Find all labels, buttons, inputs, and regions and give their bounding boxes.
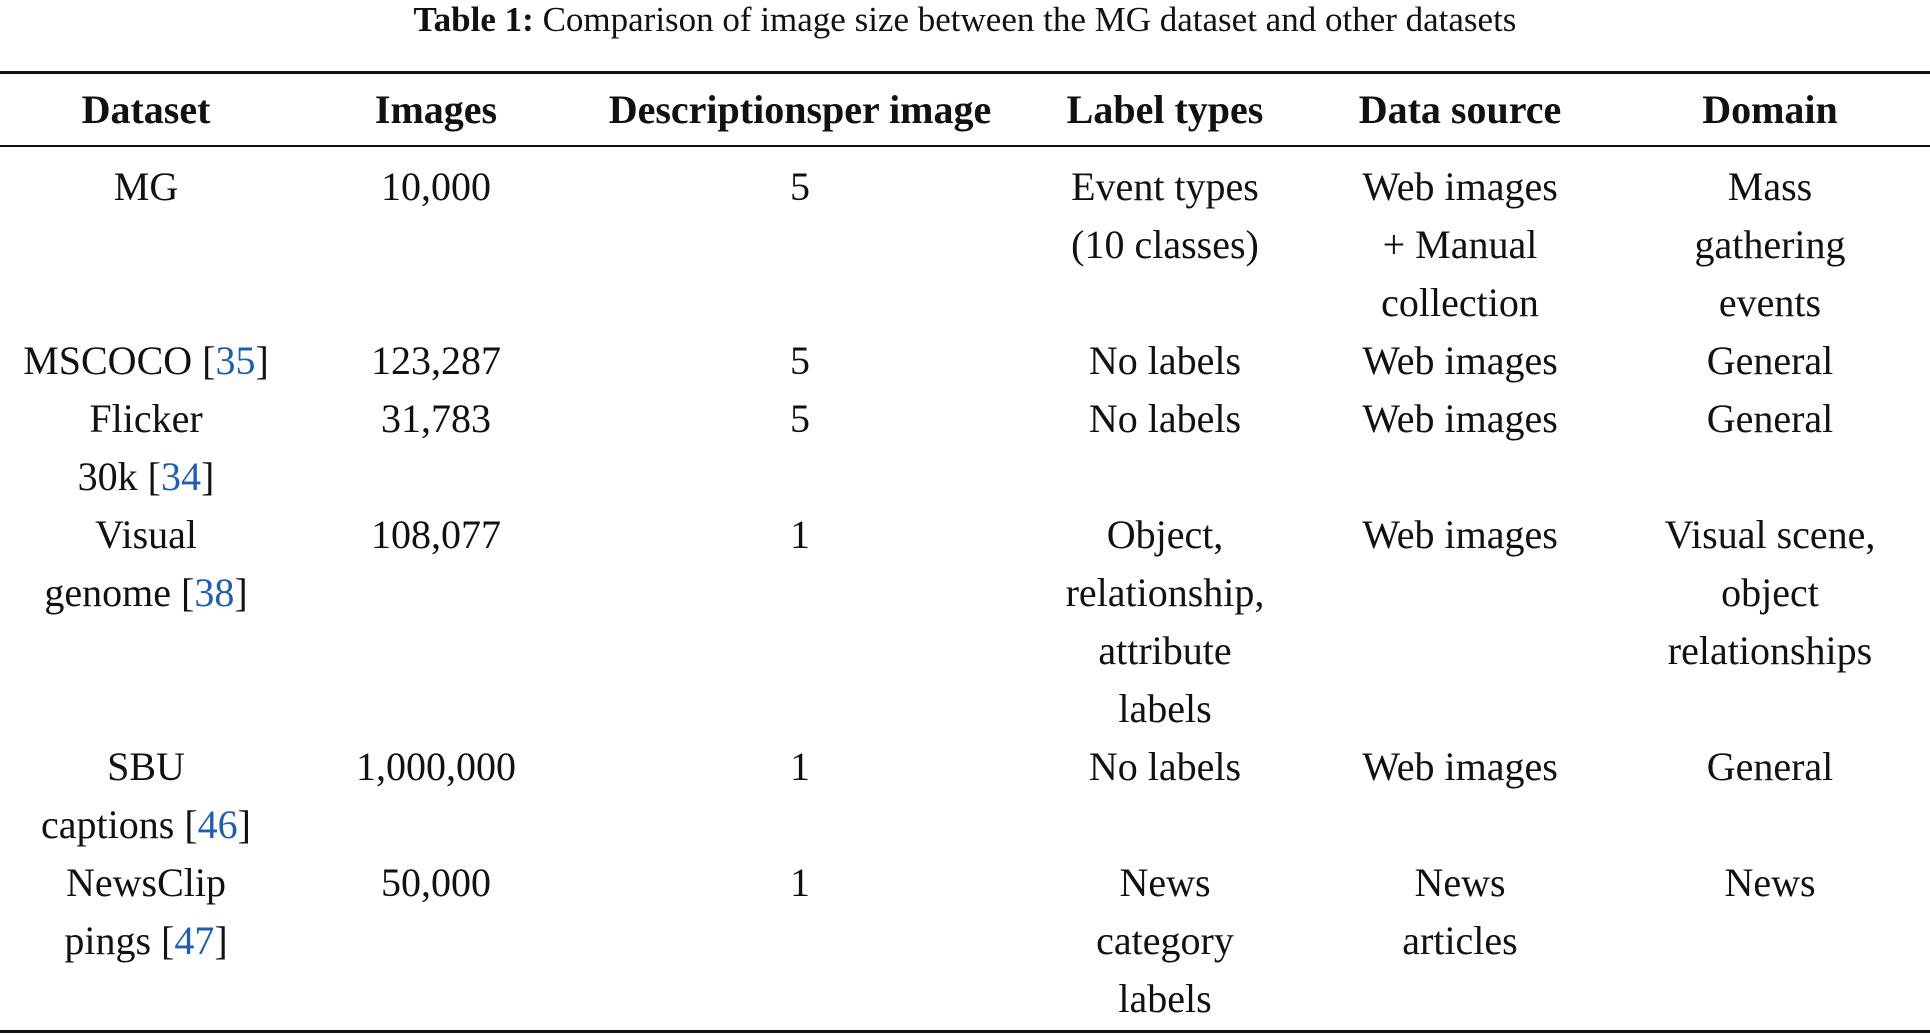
cell-line: [1614, 854, 1926, 912]
ref-bracket-close: ]: [201, 454, 215, 499]
cell-line: [1314, 390, 1606, 448]
ref-bracket-close: ]: [234, 570, 248, 615]
cell-line: [1314, 506, 1606, 564]
cell-data-source: [1310, 506, 1610, 738]
cell-text: captions: [41, 802, 185, 847]
cell-text: + Manual: [1382, 222, 1538, 267]
cell-domain: [1610, 390, 1930, 506]
cell-line: [1024, 158, 1306, 216]
cell-descriptions: 5: [790, 164, 810, 209]
header-data-source: Data source: [1358, 87, 1562, 132]
cell-text: No labels: [1088, 396, 1242, 441]
cell-text: Object,: [1106, 512, 1224, 557]
cell-line: [4, 854, 288, 912]
cell-dataset: [0, 332, 292, 390]
ref-bracket-open: [: [184, 802, 198, 847]
citation-link[interactable]: 46: [197, 802, 238, 847]
cell-line: [4, 158, 288, 216]
header-label-types: Label types: [1066, 87, 1264, 132]
cell-text: News: [1119, 860, 1211, 905]
table-row: [0, 390, 1930, 506]
cell-line: [1024, 738, 1306, 796]
cell-domain: [1610, 332, 1930, 390]
table-caption: [0, 0, 1930, 40]
cell-line: [1614, 622, 1926, 680]
cell-domain: [1610, 145, 1930, 332]
cell-label-types: [1020, 854, 1310, 1028]
bottom-rule: [0, 1030, 1930, 1033]
citation-link[interactable]: 38: [194, 570, 235, 615]
cell-descriptions: 1: [790, 744, 810, 789]
cell-data-source: [1310, 738, 1610, 854]
cell-line: [1314, 738, 1606, 796]
cell-text: Web images: [1362, 744, 1558, 789]
cell-line: [1314, 912, 1606, 970]
cell-text: pings: [64, 918, 162, 963]
cell-line: [1614, 158, 1926, 216]
cell-text: Web images: [1362, 512, 1558, 557]
cell-dataset: [0, 506, 292, 738]
cell-images: 10,000: [381, 164, 491, 209]
cell-line: [1614, 390, 1926, 448]
cell-line: [1314, 274, 1606, 332]
cell-line: [4, 390, 288, 448]
cell-line: [4, 448, 288, 506]
cell-text: General: [1706, 744, 1834, 789]
cell-text: News: [1414, 860, 1506, 905]
cell-text: Visual scene,: [1664, 512, 1876, 557]
header-dataset: Dataset: [81, 87, 211, 132]
cell-text: (10 classes): [1071, 222, 1259, 267]
cell-line: [4, 506, 288, 564]
cell-dataset: [0, 854, 292, 1028]
citation-link[interactable]: 34: [161, 454, 201, 499]
cell-text: labels: [1118, 976, 1212, 1021]
cell-line: [1024, 622, 1306, 680]
cell-line: [1314, 216, 1606, 274]
table-row: [0, 854, 1930, 1028]
cell-text: labels: [1118, 686, 1212, 731]
cell-text: articles: [1402, 918, 1518, 963]
cell-text: object: [1721, 570, 1819, 615]
cell-line: [1614, 216, 1926, 274]
cell-text: category: [1096, 918, 1234, 963]
header-images: Images: [374, 87, 498, 132]
cell-images: 123,287: [371, 338, 501, 383]
cell-line: [4, 796, 288, 854]
cell-line: [1614, 274, 1926, 332]
cell-descriptions: 1: [790, 512, 810, 557]
cell-line: [1614, 506, 1926, 564]
cell-data-source: [1310, 390, 1610, 506]
cell-text: Flicker: [89, 396, 203, 441]
cell-text: Web images: [1362, 396, 1558, 441]
caption-label: Table 1:: [413, 0, 534, 39]
cell-label-types: [1020, 145, 1310, 332]
cell-text: General: [1706, 338, 1834, 383]
cell-line: [1614, 332, 1926, 390]
comparison-table: [0, 74, 1930, 1028]
ref-bracket-open: [: [180, 570, 195, 615]
table-row: [0, 738, 1930, 854]
cell-line: [1024, 970, 1306, 1028]
cell-domain: [1610, 854, 1930, 1028]
cell-text: Event types: [1071, 164, 1259, 209]
table-row: [0, 145, 1930, 332]
cell-text: 30k: [77, 454, 148, 499]
table-row: [0, 332, 1930, 390]
cell-line: [1614, 738, 1926, 796]
cell-line: [1314, 158, 1606, 216]
cell-text: Mass: [1727, 164, 1813, 209]
cell-dataset: [0, 145, 292, 332]
citation-link[interactable]: 35: [215, 338, 256, 383]
ref-bracket-close: ]: [237, 802, 251, 847]
cell-line: [1024, 390, 1306, 448]
table-row: [0, 506, 1930, 738]
cell-text: No labels: [1088, 338, 1242, 383]
cell-images: 31,783: [381, 396, 491, 441]
citation-link[interactable]: 47: [174, 918, 215, 963]
header-descriptions: Descriptionsper image: [608, 87, 992, 132]
cell-text: events: [1718, 280, 1822, 325]
ref-bracket-open: [: [147, 454, 161, 499]
cell-label-types: [1020, 738, 1310, 854]
cell-data-source: [1310, 854, 1610, 1028]
cell-line: [1024, 564, 1306, 622]
cell-text: SBU: [107, 744, 185, 789]
ref-bracket-open: [: [161, 918, 175, 963]
cell-text: genome: [44, 570, 181, 615]
cell-line: [1024, 680, 1306, 738]
cell-line: [1024, 506, 1306, 564]
cell-text: MG: [113, 164, 179, 209]
cell-text: attribute: [1098, 628, 1232, 673]
cell-text: relationship,: [1065, 570, 1265, 615]
cell-dataset: [0, 390, 292, 506]
cell-line: [1314, 332, 1606, 390]
cell-text: Web images: [1362, 164, 1558, 209]
cell-line: [1314, 854, 1606, 912]
cell-line: [1024, 332, 1306, 390]
cell-descriptions: 1: [790, 860, 810, 905]
cell-domain: [1610, 738, 1930, 854]
cell-text: News: [1724, 860, 1816, 905]
ref-bracket-open: [: [202, 338, 216, 383]
cell-label-types: [1020, 506, 1310, 738]
table-body: [0, 145, 1930, 1028]
cell-line: [4, 738, 288, 796]
cell-text: MSCOCO: [23, 338, 203, 383]
cell-line: [1024, 216, 1306, 274]
cell-images: 108,077: [371, 512, 501, 557]
cell-line: [4, 912, 288, 970]
cell-text: gathering: [1694, 222, 1846, 267]
cell-domain: [1610, 506, 1930, 738]
cell-images: 1,000,000: [356, 744, 516, 789]
cell-line: [4, 564, 288, 622]
cell-data-source: [1310, 145, 1610, 332]
cell-line: [1024, 912, 1306, 970]
cell-line: [1024, 854, 1306, 912]
cell-label-types: [1020, 390, 1310, 506]
cell-dataset: [0, 738, 292, 854]
cell-descriptions: 5: [790, 396, 810, 441]
cell-text: relationships: [1667, 628, 1873, 673]
cell-text: General: [1706, 396, 1834, 441]
cell-text: No labels: [1088, 744, 1242, 789]
cell-line: [1614, 564, 1926, 622]
cell-data-source: [1310, 332, 1610, 390]
cell-text: Visual: [94, 512, 198, 557]
cell-descriptions: 5: [790, 338, 810, 383]
header-row: [0, 74, 1930, 145]
ref-bracket-close: ]: [214, 918, 228, 963]
cell-label-types: [1020, 332, 1310, 390]
cell-line: [4, 332, 288, 390]
cell-text: NewsClip: [66, 860, 226, 905]
ref-bracket-close: ]: [255, 338, 269, 383]
cell-text: Web images: [1362, 338, 1558, 383]
cell-text: collection: [1381, 280, 1539, 325]
cell-images: 50,000: [381, 860, 491, 905]
caption-text: Comparison of image size between the MG dataset and other datasets: [533, 0, 1517, 39]
header-domain: Domain: [1702, 87, 1838, 132]
